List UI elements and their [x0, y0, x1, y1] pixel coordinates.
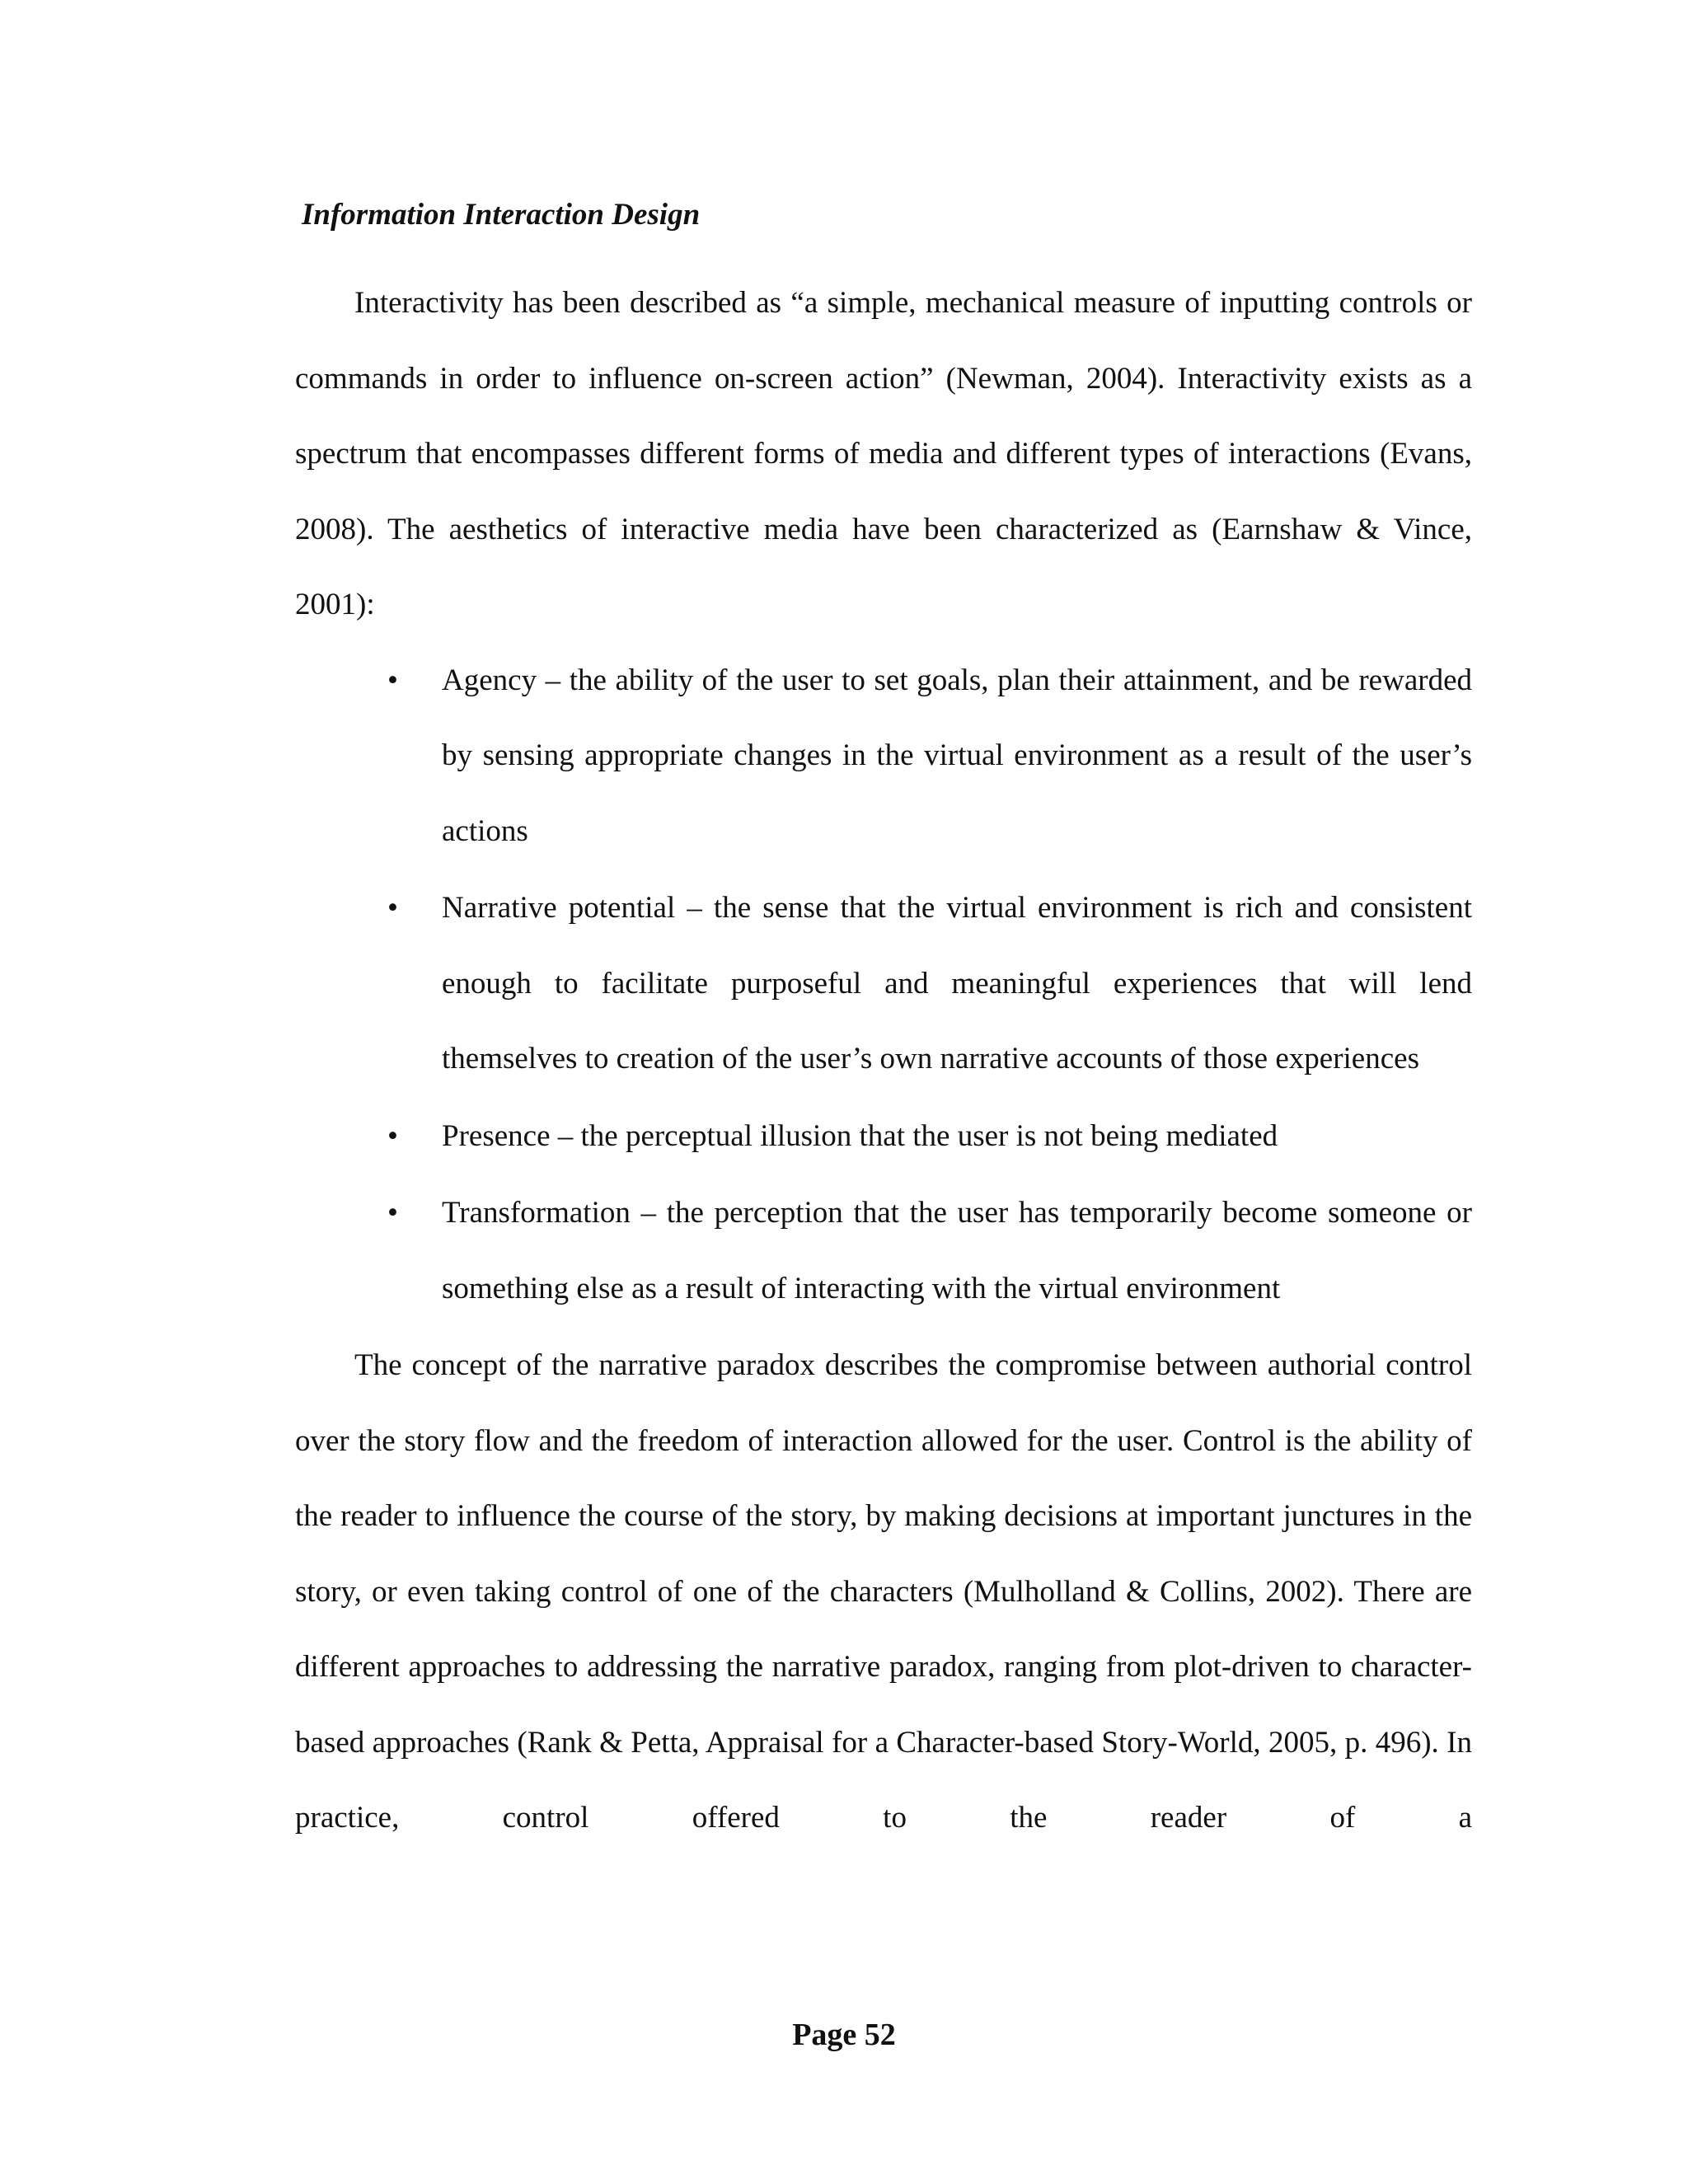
aesthetics-list — [295, 643, 1472, 1327]
list-item-text: Presence – the perceptual illusion that the user is not being mediated — [442, 1118, 1278, 1153]
list-item-narrative-potential — [295, 870, 1472, 1097]
page-body — [295, 190, 1472, 1856]
list-item-agency — [295, 643, 1472, 869]
bullet-icon: • — [387, 1118, 398, 1153]
bullet-icon: • — [387, 1196, 398, 1230]
page-number: Page 52 — [792, 2018, 896, 2052]
section-heading: Information Interaction Design — [302, 198, 701, 232]
list-item-presence — [295, 1099, 1472, 1174]
narrative-paradox-paragraph: The concept of the narrative paradox describes the compromise between authorial control over the story flow and the freedom of interaction allowed for the user. Control is the ability of the reader to influence the course of the story, by making decisions at important junctures in the story, or even taking control of one of the characters (Mulholland & Collins, 2002). There are different approaches to addressing the narrative paradox, ranging from plot-driven to character-based approaches (Rank & Petta, Appraisal for a Character-based Story-World, 2005, p. 496). In practice, control offered to the reader of a — [295, 1348, 1472, 1835]
list-item-text: Agency – the ability of the user to set goals, plan their attainment, and be rewarded by sensing appropriate changes in the virtual environment as a result of the user’s actions — [442, 663, 1472, 848]
bullet-icon: • — [387, 891, 398, 925]
bullet-icon: • — [387, 663, 398, 697]
intro-paragraph: Interactivity has been described as “a simple, mechanical measure of inputting controls or commands in order to influence on-screen action” (Newman, 2004). Interactivity exists as a spectrum that encompasses different forms of media and different types of interactions (Evans, 2008). The aesthetics of interactive media have been characterized as (Earnshaw & Vince, 2001): — [295, 286, 1472, 621]
list-item-transformation — [295, 1175, 1472, 1326]
list-item-text: Narrative potential – the sense that the virtual environment is rich and consistent enough to facilitate purposeful and meaningful experiences that will lend themselves to creation of the user’s own narrative accounts of those experiences — [442, 891, 1472, 1076]
list-item-text: Transformation – the perception that the user has temporarily become someone or something else as a result of interacting with the virtual environment — [442, 1196, 1472, 1305]
